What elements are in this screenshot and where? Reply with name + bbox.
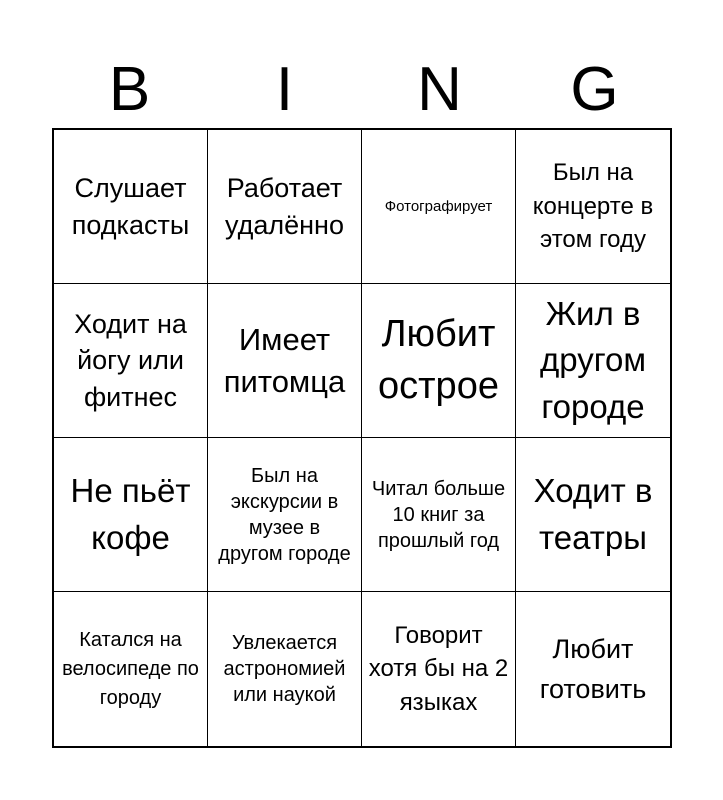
bingo-cell-r2c1[interactable] [54,284,208,438]
bingo-cell-text: Был на концерте в этом году [532,159,654,254]
bingo-cell-r1c2[interactable] [208,130,362,284]
header-letter-g: G [570,55,619,124]
bingo-board [52,128,672,748]
bingo-cell-text: Слушает подкасты [71,173,190,240]
bingo-cell-text: Любит готовить [539,633,647,704]
bingo-cell-r4c2[interactable] [208,592,362,746]
bingo-cell-r3c3[interactable] [362,438,516,592]
bingo-cell-text: Фотографирует [384,197,493,215]
bingo-cell-r4c1[interactable] [54,592,208,746]
bingo-cell-text: Жил в другом городе [539,295,647,425]
bingo-cell-r2c4[interactable] [516,284,670,438]
bingo-cell-r1c1[interactable] [54,130,208,284]
bingo-cell-text: Был на экскурсии в музее в другом городе [218,464,351,565]
bingo-cell-r3c1[interactable] [54,438,208,592]
bingo-cell-text: Ходит в театры [533,472,653,556]
bingo-cell-text: Работает удалённо [225,173,344,240]
bingo-cell-r3c2[interactable] [208,438,362,592]
bingo-cell-text: Катался на велосипеде по городу [62,628,199,709]
bingo-cell-text: Не пьёт кофе [70,472,191,556]
bingo-cell-r2c2[interactable] [208,284,362,438]
bingo-cell-text: Ходит на йогу или фитнес [74,308,187,412]
bingo-cell-r3c4[interactable] [516,438,670,592]
bingo-header [52,52,672,128]
bingo-cell-r1c3[interactable] [362,130,516,284]
bingo-cell-text: Читал больше 10 книг за прошлый год [371,477,506,552]
bingo-cell-r2c3[interactable] [362,284,516,438]
bingo-cell-text: Любит острое [378,313,499,407]
header-letter-b: B [108,55,151,124]
header-letter-n: N [417,55,462,124]
bingo-cell-text: Говорит хотя бы на 2 языках [368,621,509,716]
bingo-cell-r4c4[interactable] [516,592,670,746]
bingo-cell-r4c3[interactable] [362,592,516,746]
bingo-cell-r1c4[interactable] [516,130,670,284]
bingo-cell-text: Имеет питомца [223,321,346,399]
bingo-cell-text: Увлекается астрономией или наукой [223,632,346,706]
header-letter-i: I [275,55,294,124]
